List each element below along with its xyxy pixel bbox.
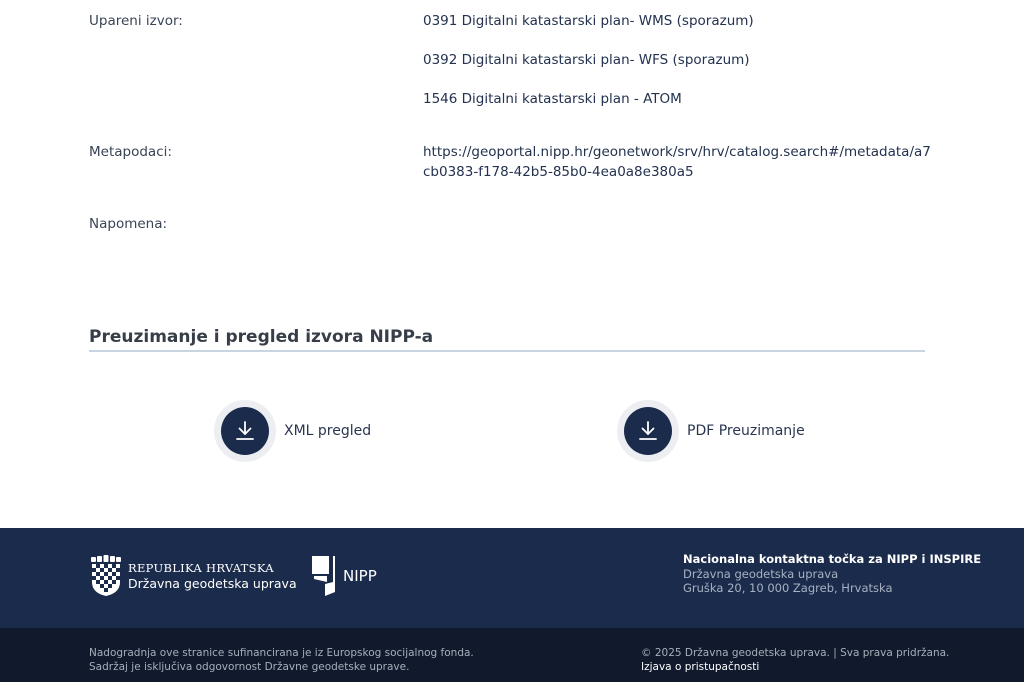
upareni-izvor-label: Upareni izvor: bbox=[89, 13, 183, 29]
section-divider bbox=[89, 350, 925, 352]
contact-title: Nacionalna kontaktna točka za NIPP i INSPIRE bbox=[683, 552, 982, 566]
funding-notice bbox=[89, 646, 474, 674]
metapodaci-link[interactable] bbox=[423, 142, 931, 182]
upareni-izvor-item-1546[interactable]: 1546 Digitalni katastarski plan - ATOM bbox=[423, 91, 682, 107]
upareni-izvor-item-0392[interactable]: 0392 Digitalni katastarski plan- WFS (sporazum) bbox=[423, 52, 750, 68]
nipp-logo-icon bbox=[311, 554, 341, 598]
xml-view-label: XML pregled bbox=[284, 423, 372, 439]
pdf-download-circle bbox=[617, 400, 679, 462]
croatian-coat-of-arms-icon bbox=[90, 555, 122, 597]
logo-line-dgu: Državna geodetska uprava bbox=[128, 576, 297, 591]
republika-hrvatska-logo[interactable] bbox=[90, 555, 297, 597]
funding-line-2: Sadržaj je isključiva odgovornost Državne geodetske uprave. bbox=[89, 661, 410, 673]
napomena-label: Napomena: bbox=[89, 216, 168, 232]
republika-hrvatska-text bbox=[128, 561, 297, 591]
footer-bottom bbox=[0, 628, 1024, 682]
upareni-izvor-item-0391[interactable]: 0391 Digitalni katastarski plan- WMS (sporazum) bbox=[423, 13, 754, 29]
nipp-logo[interactable] bbox=[311, 554, 377, 598]
nipp-logo-text: NIPP bbox=[343, 567, 377, 585]
accessibility-statement-link[interactable]: Izjava o pristupačnosti bbox=[641, 661, 760, 673]
download-icon bbox=[624, 407, 672, 455]
download-icon bbox=[221, 407, 269, 455]
metapodaci-link-line1: https://geoportal.nipp.hr/geonetwork/srv/hrv/catalog.search#/metadata/a7 bbox=[423, 144, 931, 160]
metapodaci-label: Metapodaci: bbox=[89, 144, 172, 160]
contact-org: Državna geodetska uprava bbox=[683, 566, 839, 581]
funding-line-1: Nadogradnja ove stranice sufinancirana je iz Europskog socijalnog fonda. bbox=[89, 647, 474, 659]
pdf-download-label: PDF Preuzimanje bbox=[687, 423, 805, 439]
copyright-text: © 2025 Državna geodetska uprava. | Sva prava pridržana. bbox=[641, 647, 950, 659]
xml-view-button[interactable] bbox=[214, 400, 371, 462]
copyright-block bbox=[641, 646, 949, 674]
contact-info bbox=[683, 552, 981, 596]
contact-address: Gruška 20, 10 000 Zagreb, Hrvatska bbox=[683, 581, 893, 595]
xml-download-circle bbox=[214, 400, 276, 462]
downloads-section-title: Preuzimanje i pregled izvora NIPP-a bbox=[89, 327, 434, 347]
footer-top bbox=[0, 528, 1024, 628]
metapodaci-link-line2: cb0383-f178-42b5-85b0-4ea0a8e380a5 bbox=[423, 164, 694, 180]
pdf-download-button[interactable] bbox=[617, 400, 805, 462]
logo-line-republika: REPUBLIKA HRVATSKA bbox=[128, 561, 274, 575]
